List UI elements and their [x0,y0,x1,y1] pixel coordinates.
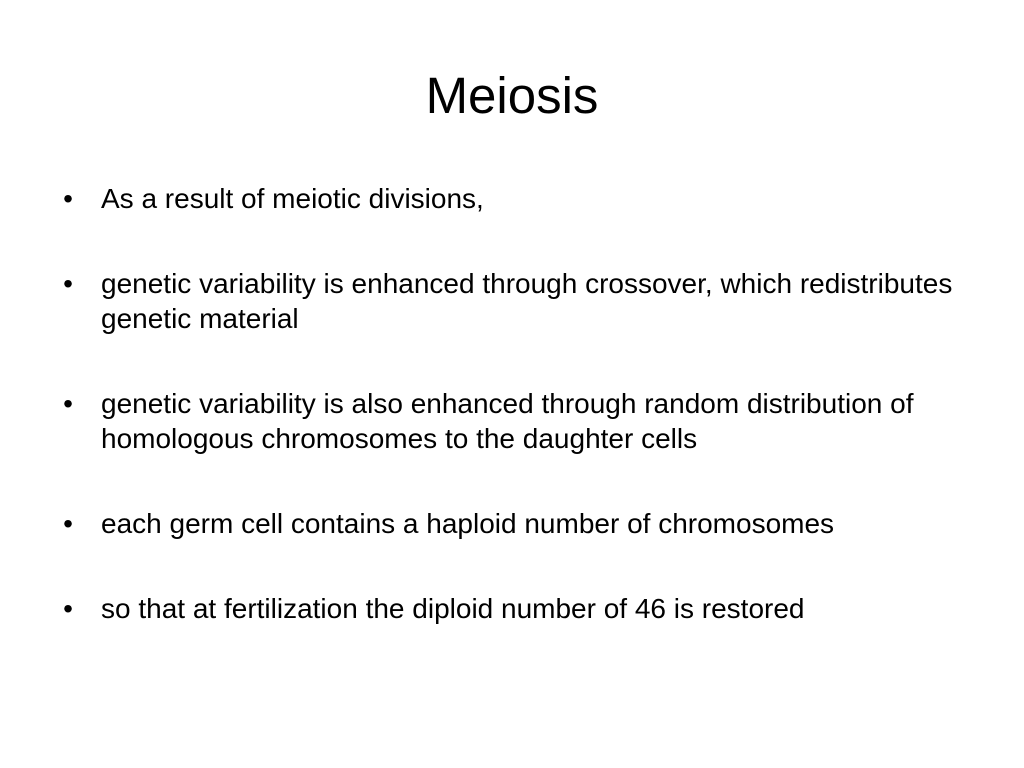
slide-title: Meiosis [425,67,599,124]
bullet-text: each germ cell contains a haploid number of chromosomes [101,508,835,539]
bullet-text: As a result of meiotic divisions, [101,183,484,214]
bullet-item [58,181,978,216]
bullet-dot-icon: • [63,388,73,419]
bullet-dot-icon: • [63,508,73,539]
bullet-text: genetic variability is enhanced through crossover, which redistributes genetic material [101,268,953,334]
bullet-item [58,386,978,456]
bullet-text: so that at fertilization the diploid number of 46 is restored [101,593,805,624]
bullet-text: genetic variability is also enhanced through random distribution of homologous chromosomes to the daughter cells [101,388,914,454]
bullet-item [58,266,978,336]
bullet-item [58,591,978,626]
bullet-list [58,181,978,626]
bullet-dot-icon: • [63,593,73,624]
bullet-item [58,506,978,541]
bullet-dot-icon: • [63,268,73,299]
bullet-dot-icon: • [63,183,73,214]
